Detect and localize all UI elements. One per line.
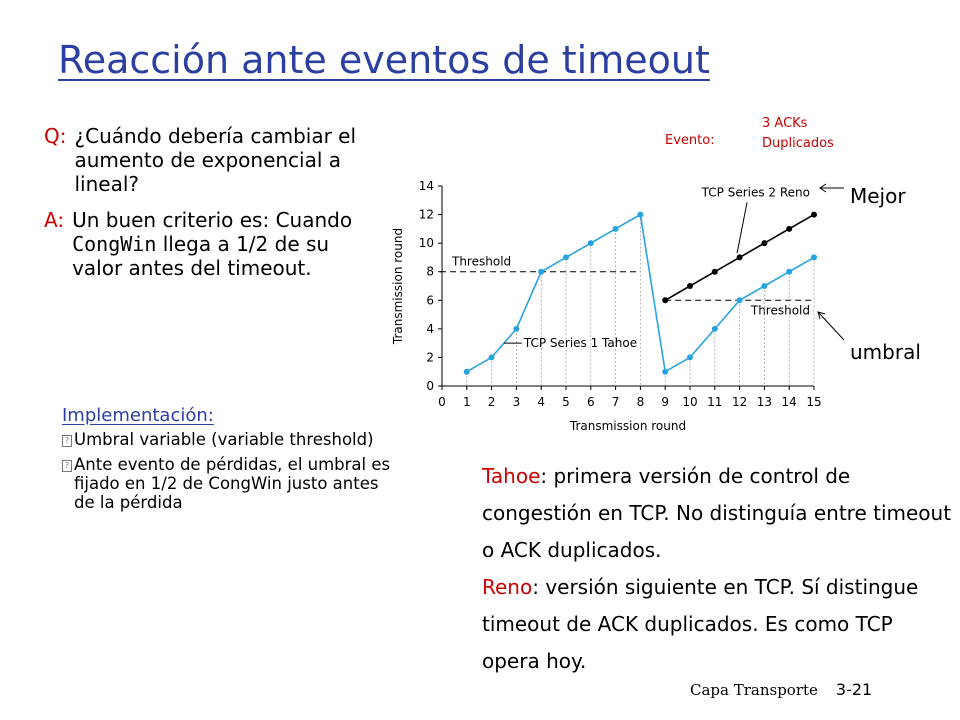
event-value-line2: Duplicados: [762, 136, 834, 151]
page-title: Reacción ante eventos de timeout: [58, 38, 710, 82]
threshold-arrow-line: [818, 312, 844, 340]
answer-label: A:: [44, 208, 65, 232]
data-point: [687, 283, 693, 289]
x-tick-label: 12: [731, 395, 748, 409]
data-point: [687, 354, 693, 360]
data-point: [613, 226, 619, 232]
bullet-icon: ?: [62, 460, 72, 472]
x-axis-label: Transmission round: [569, 419, 687, 433]
event-value: [762, 114, 834, 154]
x-tick-label: 11: [707, 395, 723, 409]
tcp-congestion-chart: [380, 170, 850, 440]
congwin-code: CongWin: [72, 232, 157, 256]
data-point: [538, 269, 544, 275]
data-point: [761, 283, 767, 289]
data-point: [662, 369, 668, 375]
data-point: [786, 226, 792, 232]
answer-text-pre: Un buen criterio es: Cuando: [72, 208, 353, 232]
x-tick-label: 9: [661, 395, 670, 409]
y-tick-label: 12: [418, 207, 434, 222]
question-label: Q:: [44, 124, 67, 148]
y-tick-label: 10: [418, 236, 434, 251]
y-tick-label: 4: [426, 321, 434, 336]
x-tick-label: 4: [537, 395, 546, 409]
page-number: 3-21: [835, 680, 873, 699]
bullet-text: Ante evento de pérdidas, el umbral es fijado en 1/2 de CongWin justo antes de la pérdida: [74, 455, 391, 512]
data-point: [761, 240, 767, 246]
threshold-callout: umbral: [850, 340, 921, 364]
data-point: [563, 254, 569, 260]
data-point: [712, 326, 718, 332]
bullet-text: Umbral variable (variable threshold): [74, 430, 374, 449]
answer-block: [44, 208, 374, 280]
x-tick-label: 0: [438, 395, 446, 409]
reno-text: : versión siguiente en TCP. Sí distingue timeout de ACK duplicados. Es como TCP opera hoy.: [482, 575, 919, 673]
x-tick-label: 1: [462, 395, 471, 409]
x-tick-label: 13: [756, 395, 773, 409]
x-tick-label: 2: [487, 395, 496, 409]
better-callout: Mejor: [850, 184, 906, 208]
threshold-label: Threshold: [750, 303, 810, 318]
implementation-bullet: [62, 430, 392, 449]
x-tick-label: 6: [586, 395, 595, 409]
tahoe-reno-description: [482, 458, 952, 680]
reno-leader-line: [737, 202, 747, 253]
x-tick-label: 3: [512, 395, 521, 409]
x-tick-label: 5: [562, 395, 570, 409]
data-point: [811, 254, 817, 260]
y-tick-label: 2: [426, 350, 434, 365]
answer-text: [72, 208, 374, 280]
x-tick-label: 10: [682, 395, 698, 409]
data-point: [737, 297, 743, 303]
y-tick-label: 8: [426, 264, 434, 279]
answer-text-post: llega a 1/2 de su valor antes del timeout.: [72, 232, 330, 280]
data-point: [637, 212, 643, 218]
implementation-title: Implementación:: [62, 405, 214, 426]
event-label: Evento:: [665, 133, 715, 148]
reno-label: Reno: [482, 575, 533, 599]
question-block: [44, 124, 374, 196]
data-point: [464, 369, 470, 375]
data-point: [489, 354, 495, 360]
x-tick-label: 14: [781, 395, 797, 409]
threshold-label: Threshold: [452, 254, 512, 269]
footer: [690, 680, 872, 699]
series-label-reno: TCP Series 2 Reno: [701, 185, 810, 200]
question-text: ¿Cuándo debería cambiar el aumento de exponencial a lineal?: [74, 124, 357, 196]
data-point: [712, 269, 718, 275]
event-value-line1: 3 ACKs: [762, 116, 808, 131]
x-tick-label: 7: [611, 395, 620, 409]
implementation-bullet: [62, 455, 392, 512]
x-tick-label: 8: [636, 395, 645, 409]
tahoe-label: Tahoe: [482, 464, 541, 488]
data-point: [513, 326, 519, 332]
tahoe-text: : primera versión de control de congestión en TCP. No distinguía entre timeout o ACK duplicados.: [482, 464, 952, 562]
data-point: [811, 212, 817, 218]
data-point: [737, 254, 743, 260]
x-tick-label: 15: [806, 395, 822, 409]
footer-text: Capa Transporte: [690, 681, 818, 699]
y-tick-label: 6: [426, 293, 434, 308]
data-point: [588, 240, 594, 246]
y-tick-label: 0: [426, 379, 434, 393]
data-point: [786, 269, 792, 275]
data-point: [662, 297, 668, 303]
implementation-block: [62, 405, 392, 518]
series-label-tahoe: TCP Series 1 Tahoe: [523, 336, 638, 351]
y-tick-label: 14: [418, 179, 434, 193]
bullet-icon: ?: [62, 435, 72, 447]
y-axis-label: Transmission round: [391, 227, 405, 345]
